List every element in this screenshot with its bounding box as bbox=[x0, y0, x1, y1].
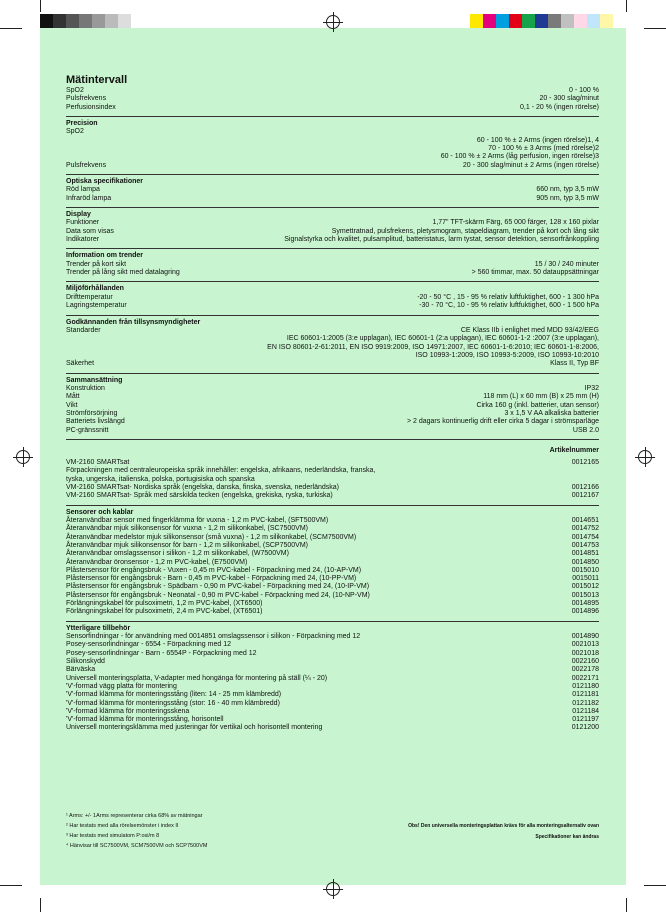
spec-label: Röd lampa bbox=[66, 186, 100, 194]
product-label: tyska, ungerska, italienska, polska, portugisiska och spanska bbox=[66, 475, 255, 483]
spec-row bbox=[66, 294, 599, 302]
spec-row bbox=[66, 195, 599, 203]
product-number: 0012165 bbox=[571, 459, 599, 467]
spec-label: Strömförsörjning bbox=[66, 409, 118, 417]
product-row bbox=[66, 658, 599, 666]
spec-value: Klass II, Typ BF bbox=[550, 360, 599, 368]
spec-row bbox=[66, 87, 599, 95]
spec-row bbox=[66, 186, 599, 194]
section-title: Godkännanden från tillsynsmyndigheter bbox=[66, 318, 201, 326]
product-label: Plåstersensor för engångsbruk - Vuxen - 0,45 m PVC-kabel - Förpackning med 24, (10-AP-VM) bbox=[66, 566, 362, 574]
product-label: Återanvändbar sensor med fingerklämma för vuxna - 1,2 m PVC-kabel, (SFT500VM) bbox=[66, 517, 329, 525]
registration-mark-left bbox=[16, 450, 30, 464]
product-number: 0014851 bbox=[571, 550, 599, 558]
spec-value: 20 - 300 slag/minut bbox=[539, 95, 599, 103]
spec-row bbox=[66, 418, 599, 426]
spec-value: > 2 dagars kontinuerlig drift eller cirka 5 dagar i strömsparläge bbox=[406, 418, 599, 426]
product-number bbox=[539, 476, 599, 484]
footnote: ⁴ Hänvisar till SC7500VM, SCM7500VM och SCP7500VM bbox=[66, 843, 208, 849]
product-label: Sensorfindningar - för användning med 0014851 omslagssensor i silikon - Förpackning med 12 bbox=[66, 633, 361, 641]
product-row bbox=[66, 691, 599, 699]
product-number: 0015011 bbox=[572, 575, 599, 583]
section-matintervall bbox=[66, 74, 599, 112]
product-row bbox=[66, 583, 599, 591]
spec-value: 660 nm, typ 3,5 mW bbox=[536, 186, 599, 194]
footnotes bbox=[66, 811, 599, 851]
spec-value: 1,77" TFT-skärm Färg, 65 000 färger, 128 x 160 pixlar bbox=[432, 219, 599, 227]
spec-label: Batteriets livslängd bbox=[66, 418, 125, 426]
spec-sheet bbox=[66, 74, 599, 733]
spec-row bbox=[66, 219, 599, 227]
spec-row bbox=[66, 261, 599, 269]
spec-row bbox=[66, 393, 599, 401]
product-label: 'V'-formad klämma för monteringsskena bbox=[66, 707, 190, 715]
product-row bbox=[66, 525, 599, 533]
spec-value: 70 - 100 % ± 3 Arms (med rörelse)2 bbox=[488, 144, 599, 152]
product-label: Återanvändbar mjuk silikonsensor för vuxna - 1,2 m silikonkabel, (SC7500VM) bbox=[66, 525, 308, 533]
spec-row bbox=[66, 104, 599, 112]
spec-value: Symettratnad, pulsfrekens, pletysmogram, stapeldiagram, trender på kort och lång sikt bbox=[331, 227, 599, 235]
spec-value: CE Klass IIb i enlighet med MDD 93/42/EEG bbox=[460, 327, 599, 335]
product-row bbox=[66, 708, 599, 716]
section-title: Ytterligare tillbehör bbox=[66, 624, 131, 632]
spec-value: 60 - 100 % ± 2 Arms (ingen rörelse)1, 4 bbox=[476, 136, 599, 144]
crop-mark bbox=[0, 28, 22, 29]
product-label: Plåstersensor för engångsbruk - Neonatal - 0,90 m PVC-kabel - Förpackning med 24, (10-NP-VM) bbox=[66, 591, 370, 599]
spec-value: -20 - 50 °C , 15 - 95 % relativ luftfuktighet, 600 - 1 300 hPa bbox=[417, 293, 599, 301]
product-label: Förlängningskabel för pulsoximetri, 2,4 m PVC-kabel, (XT6501) bbox=[66, 608, 263, 616]
spec-label: Trender på lång sikt med datalagring bbox=[66, 269, 180, 277]
section-title: Precision bbox=[66, 119, 98, 127]
product-label: Återanvändbar medelstor mjuk silikonsensor (små vuxna) - 1,2 m silikonkabel, (SCM7500VM) bbox=[66, 533, 357, 541]
product-number: 0121180 bbox=[572, 682, 599, 690]
product-label: Silikonskydd bbox=[66, 658, 105, 666]
spec-row bbox=[66, 95, 599, 103]
product-row bbox=[66, 550, 599, 558]
product-row bbox=[66, 641, 599, 649]
product-row bbox=[66, 716, 599, 724]
section-precision bbox=[66, 116, 599, 170]
spec-value: IP32 bbox=[584, 385, 599, 393]
spec-label: Standarder bbox=[66, 327, 101, 335]
product-number: 0121182 bbox=[572, 699, 599, 707]
spec-label: Infraröd lampa bbox=[66, 194, 112, 202]
registration-mark-top bbox=[326, 15, 340, 29]
product-number: 0014896 bbox=[571, 608, 599, 616]
product-row bbox=[66, 492, 599, 500]
spec-value: Cirka 160 g (inkl. batterier, utan sensor) bbox=[476, 401, 599, 409]
spec-label: Perfusionsindex bbox=[66, 103, 116, 111]
spec-label: Indikatorer bbox=[66, 236, 100, 244]
product-number bbox=[539, 467, 599, 475]
spec-value: 0,1 - 20 % (ingen rörelse) bbox=[520, 103, 599, 111]
spec-label: Lagringstemperatur bbox=[66, 302, 127, 310]
product-number: 0014754 bbox=[571, 533, 599, 541]
product-row bbox=[66, 608, 599, 616]
artikelnummer-header: Artikelnummer bbox=[549, 446, 599, 454]
footnote-note: Obs! Den universella monteringsplattan krävs för alla monteringsalternativ ovan bbox=[408, 823, 599, 829]
spec-label: Pulsfrekvens bbox=[66, 95, 107, 103]
product-number: 0014890 bbox=[571, 633, 599, 641]
crop-mark bbox=[40, 0, 41, 12]
spec-row bbox=[66, 153, 599, 161]
spec-label: Mått bbox=[66, 393, 80, 401]
section-tillbehor bbox=[66, 621, 599, 733]
product-row bbox=[66, 666, 599, 674]
spec-label: Säkerhet bbox=[66, 360, 95, 368]
product-number: 0015012 bbox=[571, 583, 599, 591]
spec-label: Data som visas bbox=[66, 227, 114, 235]
section-title: Optiska specifikationer bbox=[66, 177, 144, 185]
footnote: ¹ Arms: +/- 1Arms representerar cirka 68% av mätningar bbox=[66, 813, 203, 819]
spec-row bbox=[66, 327, 599, 335]
section-title: Display bbox=[66, 210, 91, 218]
grayscale-bar bbox=[40, 14, 144, 28]
spec-row bbox=[66, 427, 599, 435]
product-row bbox=[66, 700, 599, 708]
product-label: 'V'-formad klämma för monteringsstång (liten: 14 - 25 mm klämbredd) bbox=[66, 691, 282, 699]
product-number: 0012166 bbox=[571, 484, 599, 491]
spec-row bbox=[66, 128, 599, 136]
spec-row bbox=[66, 335, 599, 343]
registration-mark-right bbox=[638, 450, 652, 464]
section-trender bbox=[66, 248, 599, 277]
spec-value: 3 x 1,5 V AA alkaliska batterier bbox=[504, 409, 599, 417]
registration-mark-bottom bbox=[326, 882, 340, 896]
footnote-disclaimer: Specifikationer kan ändras bbox=[535, 834, 599, 840]
footnote: ² Har testats med alla rörelsemönster i index II bbox=[66, 823, 179, 829]
product-number: 0121184 bbox=[572, 707, 599, 715]
product-row bbox=[66, 600, 599, 608]
product-label: Bärväska bbox=[66, 666, 96, 674]
crop-mark bbox=[644, 28, 666, 29]
crop-mark bbox=[626, 898, 627, 912]
product-row bbox=[66, 650, 599, 658]
product-number: 0121197 bbox=[572, 716, 599, 724]
spec-value: 118 mm (L) x 60 mm (B) x 25 mm (H) bbox=[483, 393, 599, 401]
spec-value: IEC 60601-1:2005 (3:e upplagan), IEC 60601-1 (2:a upplagan), IEC 60601-1-2 :2007 (3:e upplagan), bbox=[286, 335, 599, 343]
product-label: VM-2160 SMARTsat- Nordiska språk (engelska, danska, finska, svenska, nederländska) bbox=[66, 484, 339, 491]
section-title: Sensorer och kablar bbox=[66, 508, 134, 516]
spec-value: Signalstyrka och kvalitet, pulsamplitud, batteristatus, larm tystat, sensor detektion, sensorfrånkoppling bbox=[284, 236, 599, 244]
product-row bbox=[66, 559, 599, 567]
spec-label: Trender på kort sikt bbox=[66, 260, 127, 268]
spec-value: 0 - 100 % bbox=[569, 87, 599, 94]
product-row bbox=[66, 675, 599, 683]
section-optiska bbox=[66, 174, 599, 203]
product-label: Posey-sensorlindningar - Barn - 6554P - Förpackning med 12 bbox=[66, 649, 257, 657]
spec-label: Funktioner bbox=[66, 219, 100, 227]
product-number: 0022171 bbox=[571, 674, 599, 682]
spec-row bbox=[66, 269, 599, 277]
product-label: Förlängningskabel för pulsoximetri, 1,2 m PVC-kabel, (XT6500) bbox=[66, 600, 263, 608]
product-label: Återanvändbar mjuk silikonsensor för barn - 1,2 m silikonkabel, (SCP7500VM) bbox=[66, 541, 308, 549]
spec-label: Konstruktion bbox=[66, 385, 105, 393]
crop-mark bbox=[40, 898, 41, 912]
section-title: Information om trender bbox=[66, 252, 144, 260]
product-number: 0021018 bbox=[571, 649, 599, 657]
product-label: Förpackningen med centraleuropeiska språk innehåller: engelska, afrikaans, nederländska, franska, bbox=[66, 467, 376, 475]
spec-row bbox=[66, 344, 599, 352]
spec-row bbox=[66, 410, 599, 418]
crop-mark bbox=[626, 0, 627, 12]
product-number: 0121200 bbox=[571, 724, 599, 732]
spec-row bbox=[66, 352, 599, 360]
product-number: 0015010 bbox=[571, 566, 599, 574]
spec-label: Vikt bbox=[66, 401, 78, 409]
spec-value: 15 / 30 / 240 minuter bbox=[534, 260, 599, 268]
spec-row bbox=[66, 385, 599, 393]
product-label: Återanvändbar omslagssensor i silikon - 1,2 m silikonkabel, (W7500VM) bbox=[66, 550, 289, 558]
section-godkannanden bbox=[66, 315, 599, 369]
product-number: 0014753 bbox=[571, 541, 599, 549]
section-display bbox=[66, 207, 599, 244]
product-label: 'V'-formad klämma för monteringsstång, horisontell bbox=[66, 716, 224, 724]
product-row bbox=[66, 724, 599, 732]
spec-label: SpO2 bbox=[66, 87, 84, 94]
section-sensorer bbox=[66, 505, 599, 617]
spec-value: EN ISO 80601-2-61:2011, EN ISO 9919:2009, ISO 14971:2007, IEC 60601-1-6:2010; IEC 60601-1-8:2006, bbox=[267, 343, 599, 351]
spec-label: Drifttemperatur bbox=[66, 293, 113, 301]
color-bar bbox=[470, 14, 613, 28]
product-label: VM-2160 SMARTsat- Språk med särskilda tecken (engelska, grekiska, ryska, turkiska) bbox=[66, 492, 333, 500]
spec-value: 905 nm, typ 3,5 mW bbox=[536, 194, 599, 202]
product-label: Posey-sensorlindningar - 6554 - Förpackning med 12 bbox=[66, 641, 231, 649]
spec-row bbox=[66, 360, 599, 368]
product-number: 0014651 bbox=[571, 517, 599, 525]
spec-label: PC-gränssnitt bbox=[66, 426, 109, 434]
spec-row bbox=[66, 137, 599, 145]
page-title: Mätintervall bbox=[66, 74, 128, 86]
product-label: Återanvändbar öronsensor - 1,2 m PVC-kabel, (E7500VM) bbox=[66, 558, 248, 566]
product-label: 'V'-formad klämma för monteringsstång (stor: 16 - 40 mm klämbredd) bbox=[66, 699, 280, 707]
product-number: 0012167 bbox=[571, 492, 599, 500]
spec-row bbox=[66, 236, 599, 244]
product-number: 0022178 bbox=[571, 666, 599, 674]
product-number: 0021013 bbox=[571, 641, 599, 649]
crop-mark bbox=[644, 885, 666, 886]
product-row bbox=[66, 683, 599, 691]
product-number: 0014752 bbox=[571, 525, 599, 533]
section-title: Miljöförhållanden bbox=[66, 285, 124, 293]
product-label: 'V'-formad vägg platta för montering bbox=[66, 682, 177, 690]
product-row bbox=[66, 534, 599, 542]
product-label: Universell monteringsklämma med justeringar för vertikal och horisontell montering bbox=[66, 724, 323, 732]
product-row bbox=[66, 633, 599, 641]
product-row bbox=[66, 567, 599, 575]
section-products bbox=[66, 439, 599, 501]
spec-label: Pulsfrekvens bbox=[66, 161, 107, 169]
product-row bbox=[66, 476, 599, 484]
spec-value: 20 - 300 slag/minut ± 2 Arms (ingen rörelse) bbox=[462, 161, 599, 169]
spec-row bbox=[66, 162, 599, 170]
spec-row bbox=[66, 228, 599, 236]
product-label: Plåstersensor för engångsbruk - Barn - 0,45 m PVC-kabel - Förpackning med 24, (10-PP-VM) bbox=[66, 575, 357, 583]
spec-value: > 560 timmar, max. 50 datauppsättningar bbox=[471, 269, 599, 277]
product-number: 0014895 bbox=[571, 600, 599, 608]
spec-label: SpO2 bbox=[66, 128, 84, 136]
product-label: Universell monteringsplatta, V-adapter med hongänga för montering på ställ (¼ - 20) bbox=[66, 674, 328, 682]
product-number: 0121181 bbox=[572, 691, 599, 699]
footnote: ³ Har testats med simulatom P:osi/m 8 bbox=[66, 833, 160, 839]
spec-row bbox=[66, 302, 599, 310]
section-title: Sammansättning bbox=[66, 376, 123, 384]
crop-mark bbox=[0, 885, 22, 886]
section-sammansattning bbox=[66, 373, 599, 435]
product-number: 0022160 bbox=[571, 658, 599, 666]
spec-value: ISO 10993-1:2009, ISO 10993-5:2009, ISO 10993-10:2010 bbox=[415, 351, 599, 359]
product-number: 0015013 bbox=[571, 591, 599, 599]
product-row bbox=[66, 467, 599, 475]
spec-value: 60 - 100 % ± 2 Arms (låg perfusion, ingen rörelse)3 bbox=[440, 153, 599, 161]
section-miljo bbox=[66, 281, 599, 310]
product-label: VM-2160 SMARTsat bbox=[66, 459, 130, 467]
product-label: Plåstersensor för engångsbruk - Spädbarn - 0,90 m PVC-kabel - Förpackning med 24, (10-IP-VM) bbox=[66, 583, 370, 591]
spec-row bbox=[66, 402, 599, 410]
spec-value: -30 - 70 °C, 10 - 95 % relativ luftfuktighet, 600 - 1 500 hPa bbox=[419, 302, 599, 310]
spec-value: USB 2.0 bbox=[572, 426, 599, 434]
product-number: 0014850 bbox=[571, 558, 599, 566]
product-row bbox=[66, 592, 599, 600]
